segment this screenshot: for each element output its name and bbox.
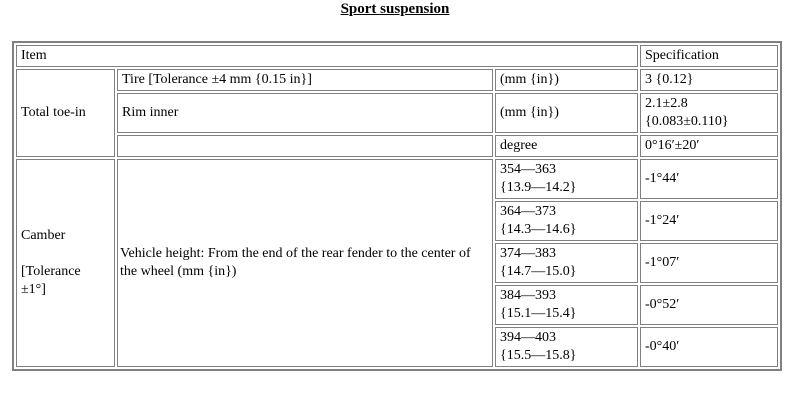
header-item: Item	[16, 45, 638, 67]
camber-spec: -0°52′	[640, 285, 778, 325]
toe-in-item	[117, 135, 493, 157]
camber-tolerance: [Tolerance	[21, 264, 81, 279]
range-in: {14.7—15.0}	[500, 264, 577, 279]
camber-label: Camber	[21, 228, 66, 243]
range-in: {15.5—15.8}	[500, 348, 577, 363]
toe-in-unit: (mm {in})	[495, 93, 638, 133]
camber-spec: -1°07′	[640, 243, 778, 283]
toe-in-spec	[640, 93, 778, 133]
toe-in-spec: 0°16′±20′	[640, 135, 778, 157]
range-in: {14.3—14.6}	[500, 222, 577, 237]
height-range	[495, 201, 638, 241]
camber-tolerance: ±1°]	[21, 282, 46, 297]
range-in: {13.9—14.2}	[500, 180, 577, 195]
camber-spec: -1°44′	[640, 159, 778, 199]
spec-table	[12, 41, 782, 371]
header-specification: Specification	[640, 45, 778, 67]
toe-in-item: Rim inner	[117, 93, 493, 133]
camber-label-cell	[16, 159, 115, 367]
table-row	[16, 135, 778, 157]
height-range	[495, 159, 638, 199]
range-mm: 384—393	[500, 288, 556, 303]
height-range	[495, 285, 638, 325]
toe-in-spec: 3 {0.12}	[640, 69, 778, 91]
camber-spec: -0°40′	[640, 327, 778, 367]
table-row	[16, 69, 778, 91]
toe-in-label: Total toe-in	[16, 69, 115, 157]
range-mm: 354—363	[500, 162, 556, 177]
range-in: {15.1—15.4}	[500, 306, 577, 321]
spec-line: 2.1±2.8	[645, 96, 688, 111]
range-mm: 364—373	[500, 204, 556, 219]
table-row	[16, 93, 778, 133]
height-range	[495, 327, 638, 367]
toe-in-unit: (mm {in})	[495, 69, 638, 91]
page-title: Sport suspension	[340, 1, 450, 17]
camber-spec: -1°24′	[640, 201, 778, 241]
height-range	[495, 243, 638, 283]
spec-line: {0.083±0.110}	[645, 114, 729, 129]
table-row	[16, 159, 778, 199]
range-mm: 394—403	[500, 330, 556, 345]
range-mm: 374—383	[500, 246, 556, 261]
toe-in-item: Tire [Tolerance ±4 mm {0.15 in}]	[117, 69, 493, 91]
header-row	[16, 45, 778, 67]
toe-in-unit: degree	[495, 135, 638, 157]
camber-condition: Vehicle height: From the end of the rear fender to the center of the wheel (mm {in})	[117, 159, 493, 367]
